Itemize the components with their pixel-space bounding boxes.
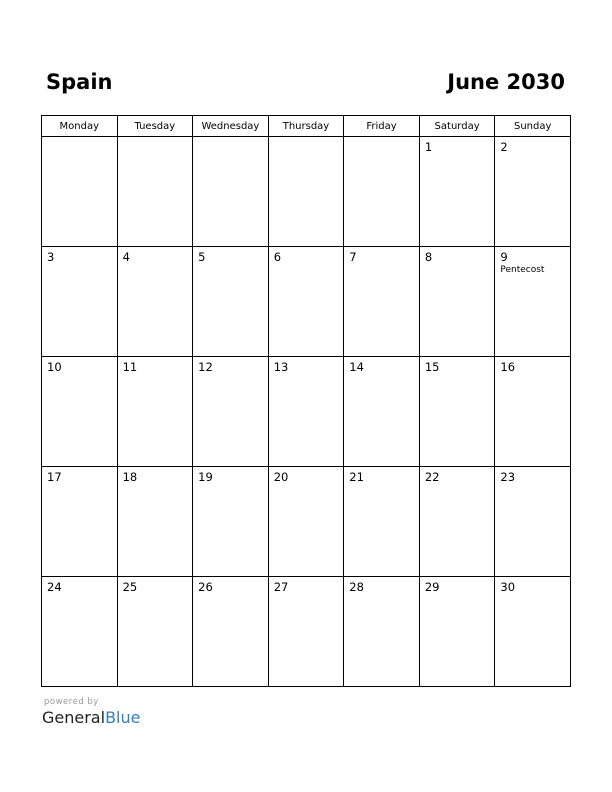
week-row-2 (42, 247, 571, 357)
day-cell (344, 357, 420, 467)
day-cell (344, 247, 420, 357)
day-number: 7 (349, 250, 357, 264)
day-number: 13 (273, 360, 289, 374)
day-cell (117, 467, 193, 577)
day-number: 26 (198, 580, 213, 594)
day-number (344, 137, 419, 140)
week-row-4 (42, 467, 571, 577)
day-number (42, 137, 117, 140)
day-number: 21 (349, 470, 364, 484)
day-number (269, 137, 344, 140)
day-cell (344, 137, 420, 247)
day-number: 12 (198, 360, 213, 374)
day-cell (268, 357, 344, 467)
day-cell (42, 577, 118, 687)
day-cell (117, 247, 193, 357)
day-cell (344, 467, 420, 577)
day-cell (117, 357, 193, 467)
powered-by-text: powered by (44, 697, 99, 707)
day-cell (193, 137, 269, 247)
day-number: 15 (424, 360, 440, 374)
day-cell (495, 247, 571, 357)
day-number: 5 (198, 250, 206, 264)
brand-general: General (42, 708, 106, 727)
day-number: 25 (122, 580, 138, 594)
day-number (118, 137, 193, 140)
day-number: 1 (424, 140, 433, 154)
day-number: 29 (424, 580, 440, 594)
day-number: 14 (349, 360, 364, 374)
month-year-title: June 2030 (447, 70, 565, 94)
weekday-tuesday: Tuesday (117, 116, 193, 137)
weekday-monday: Monday (42, 116, 118, 137)
day-number: 9 (500, 250, 508, 264)
day-number: 20 (273, 470, 289, 484)
day-cell (419, 357, 495, 467)
day-cell (419, 137, 495, 247)
day-number: 17 (47, 470, 62, 484)
day-cell (117, 577, 193, 687)
day-number (193, 137, 268, 140)
brand-blue: Blue (105, 708, 141, 727)
day-cell (268, 137, 344, 247)
weekday-header-row (42, 116, 571, 137)
weekday-saturday: Saturday (419, 116, 495, 137)
day-cell (419, 247, 495, 357)
generalblue-logo-link[interactable] (42, 708, 140, 727)
day-number: 27 (273, 580, 289, 594)
day-cell (193, 467, 269, 577)
day-cell (419, 577, 495, 687)
day-number: 30 (500, 580, 516, 594)
day-cell (42, 137, 118, 247)
day-cell (495, 357, 571, 467)
day-cell (268, 577, 344, 687)
day-cell (193, 247, 269, 357)
day-number: 2 (500, 140, 508, 154)
day-cell (117, 137, 193, 247)
week-row-5 (42, 577, 571, 687)
weekday-thursday: Thursday (268, 116, 344, 137)
day-number: 10 (47, 360, 62, 374)
day-number: 24 (47, 580, 62, 594)
day-number: 28 (349, 580, 364, 594)
day-number: 11 (122, 360, 138, 374)
day-number: 19 (198, 470, 213, 484)
day-number: 4 (122, 250, 130, 264)
day-cell (193, 357, 269, 467)
day-cell (419, 467, 495, 577)
day-cell (42, 247, 118, 357)
weekday-friday: Friday (344, 116, 420, 137)
country-title: Spain (46, 70, 113, 94)
day-cell (495, 467, 571, 577)
day-number: 22 (424, 470, 440, 484)
week-row-1 (42, 137, 571, 247)
weekday-wednesday: Wednesday (193, 116, 269, 137)
holiday-label: Pentecost (500, 265, 545, 275)
calendar-grid (41, 115, 571, 687)
day-cell (268, 247, 344, 357)
day-cell (193, 577, 269, 687)
day-number: 16 (500, 360, 516, 374)
day-number: 23 (500, 470, 516, 484)
day-number: 3 (47, 250, 55, 264)
weekday-sunday: Sunday (495, 116, 571, 137)
day-cell (495, 577, 571, 687)
day-number: 18 (122, 470, 138, 484)
day-cell (495, 137, 571, 247)
day-cell (42, 467, 118, 577)
day-cell (268, 467, 344, 577)
day-number: 6 (273, 250, 282, 264)
day-cell (344, 577, 420, 687)
week-row-3 (42, 357, 571, 467)
day-number: 8 (424, 250, 433, 264)
day-cell (42, 357, 118, 467)
